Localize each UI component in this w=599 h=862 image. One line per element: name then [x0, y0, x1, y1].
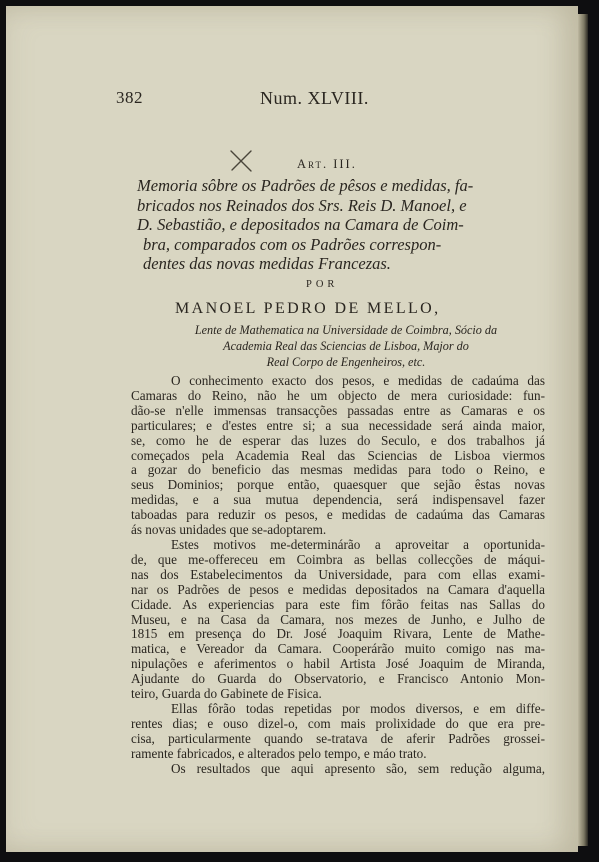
- by-label: POR: [306, 279, 339, 290]
- body-line: Cidade. As experiencias para este fim fôrão feitas nas Sallas do: [131, 596, 545, 612]
- body-line: Museu, e na Casa da Camara, nos mezes de Junho, e Julho de: [131, 611, 545, 627]
- body-line: se, como he de esperar das luzes do Seculo, e dos trabalhos já: [131, 432, 545, 448]
- body-line: rentes dias; e ouso dizel-o, com mais prolixidade do que era pre-: [131, 715, 545, 731]
- body-line: particulares; e d'estes entre si; a sua necessidade será ainda maior,: [131, 417, 545, 433]
- author-credentials: [146, 322, 546, 370]
- author-name: MANOEL PEDRO DE MELLO,: [175, 300, 441, 317]
- body-line: nar os Padrões de pesos e medidas depositados na Camara d'aquella: [131, 581, 545, 597]
- body-line: Ellas fôrão todas repetidas por modos diversos, e em diffe-: [171, 700, 545, 716]
- title-line: bra, comparados com os Padrões correspon-: [143, 234, 442, 254]
- body-line: teiro, Guarda do Gabinete de Fisica.: [131, 686, 322, 702]
- body-text: [131, 374, 545, 776]
- body-line: ás novas unidades que se-adoptarem.: [131, 522, 327, 538]
- body-line: O conhecimento exacto dos pesos, e medidas de cadaúma das: [171, 373, 545, 388]
- title-line: Memoria sôbre os Padrões de pêsos e medidas, fa-: [137, 176, 474, 195]
- body-line: Estes motivos me-determinárão a aproveitar a oportunida-: [171, 536, 545, 552]
- body-line: taboadas para reduzir os pesos, e medidas de cadaúma das Camaras: [131, 507, 545, 523]
- body-line: Camaras do Reino, não he um objecto de mera curiosidade: fun-: [131, 387, 545, 403]
- credential-line: Academia Real das Sciencias de Lisboa, Major do: [223, 339, 469, 353]
- article-title: [137, 176, 545, 274]
- body-line: 1815 em presença do Dr. José Joaquim Rivara, Lente de Mathe-: [131, 626, 545, 642]
- body-line: medidas, e a sua mutua dependencia, será indispensavel fazer: [131, 492, 545, 508]
- body-line: cisa, particularmente quando se-tratava de aferir Padrões grossei-: [131, 730, 545, 746]
- body-line: matica, e Vereador da Camara. Cooperárão muito comigo nas ma-: [131, 641, 545, 657]
- body-line: Os resultados que aqui apresento são, sem redução alguma,: [171, 760, 545, 776]
- title-line: bricados nos Reinados dos Srs. Reis D. Manoel, e: [137, 195, 467, 215]
- body-line: de, que me-offereceu em Coimbra as bellas collecções de máqui-: [131, 551, 545, 567]
- page-number: 382: [116, 88, 143, 107]
- body-line: seus Dominios; porque então, quaesquer que sejão êstas novas: [131, 477, 545, 493]
- credential-line: Real Corpo de Engenheiros, etc.: [266, 355, 426, 369]
- body-line: nipulações e aferimentos o habil Artista José Joaquim de Miranda,: [131, 656, 545, 672]
- title-line: dentes das novas medidas Francezas.: [143, 254, 391, 273]
- handwritten-cross-mark: [228, 148, 254, 174]
- credential-line: Lente de Mathematica na Universidade de Coimbra, Sócio da: [194, 323, 498, 337]
- body-line: nas dos Estabelecimentos da Universidade, para com ellas exami-: [131, 566, 545, 582]
- article-label: Art. III.: [297, 157, 357, 171]
- title-line: D. Sebastião, e depositados na Camara de Coim-: [137, 215, 464, 234]
- body-line: Ajudante do Guarda do Observatorio, e Francisco Antonio Mon-: [131, 671, 545, 687]
- body-line: a gozar do beneficio das mesmas medidas para todo o Reino, e: [131, 462, 545, 478]
- body-line: ramente fabricados, e alterados pelo tempo, e máo trato.: [131, 745, 427, 761]
- running-title: Num. XLVIII.: [260, 88, 369, 108]
- body-line: dão-se n'elle immensas transacções passadas entre as Camaras e os: [131, 402, 545, 418]
- body-line: começados pela Academia Real das Sciencias de Lisboa viermos: [131, 447, 545, 463]
- page-edge: [578, 14, 588, 846]
- page-header: [116, 88, 536, 114]
